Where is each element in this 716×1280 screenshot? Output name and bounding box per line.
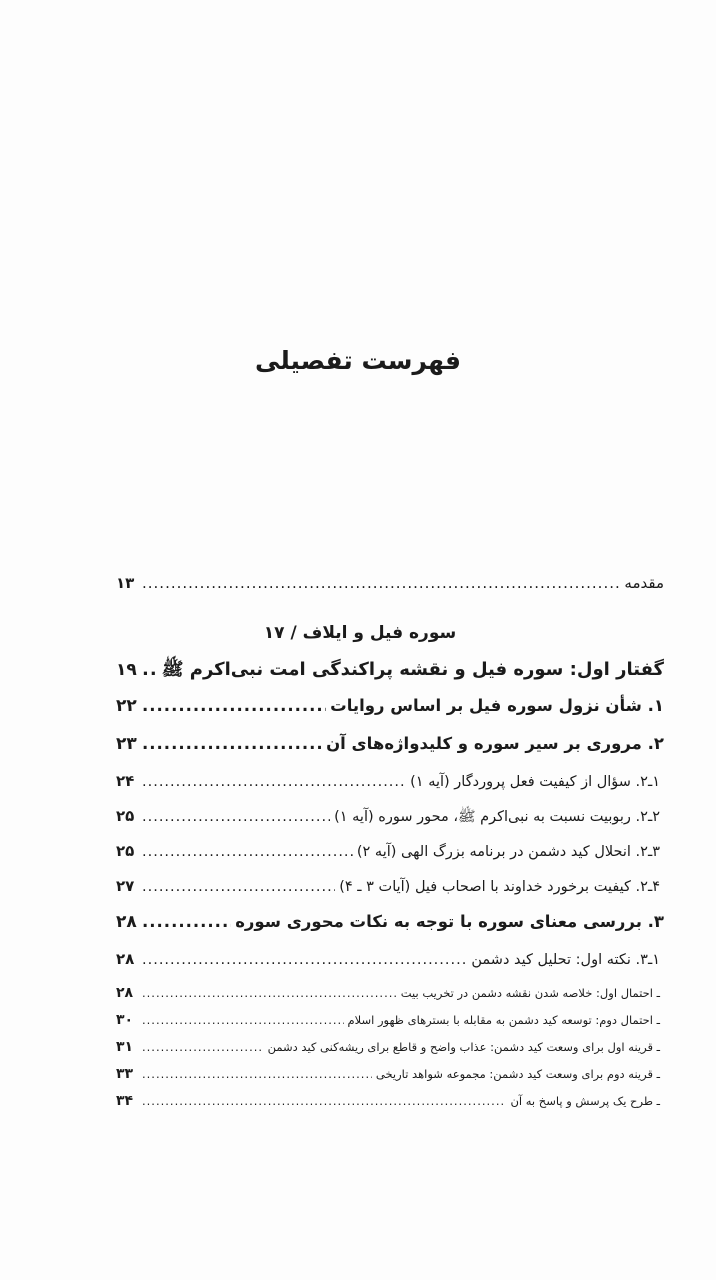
toc-page-number: ۳۱ [116,1039,134,1055]
toc-entry-text: ۱. شأن نزول سوره فیل بر اساس روایات [330,696,664,715]
toc-entry-text: ۳ـ۲. انحلال کید دشمن در برنامه بزرگ الهی (آیه ۲) [356,844,660,860]
toc-entry-text: ـ احتمال اول: خلاصه شدن نقشه دشمن در تخریب بیت [400,986,660,1000]
toc-leader-dots [142,1067,372,1081]
toc-page-number: ۳۴ [116,1093,134,1109]
toc-entry-text: ـ طرح یک پرسش و پاسخ به آن [510,1094,660,1108]
toc-part-heading: سوره فیل و ایلاف / ۱۷ [263,623,457,643]
toc-entry-subsection[interactable] [116,772,664,807]
toc-leader-dots [142,1013,344,1027]
toc-leader-dots [142,734,322,753]
toc-entry-text: ۲ـ۲. ربوبیت نسبت به نبی‌اکرم ﷺ، محور سوره (آیه ۱) [334,809,660,825]
toc-page-number: ۲۸ [116,950,135,968]
toc-entry-text: ۴ـ۲. کیفیت برخورد خداوند با اصحاب فیل (آیات ۳ ـ ۴) [339,879,660,895]
toc-page-number: ۱۳ [116,574,135,592]
toc-leader-dots [142,952,467,968]
toc-page-number: ۲۲ [116,696,137,716]
toc-leader-dots [142,696,326,715]
toc-entry-introduction[interactable] [116,574,664,608]
toc-entry-text: ۱ـ۳. نکته اول: تحلیل کید دشمن [471,952,660,968]
toc-page-number: ۲۳ [116,734,137,754]
toc-page-number: ۲۸ [116,912,137,932]
toc-leader-dots [142,809,330,825]
toc-entry-section[interactable] [116,696,664,734]
toc-page-number: ۳۰ [116,1012,134,1028]
toc-page-number: ۲۵ [116,807,135,825]
page-title: فهرست تفصیلی [255,346,461,375]
toc-leader-dots [142,912,231,931]
toc-entry-subsection[interactable] [116,950,664,985]
toc-entry-text: ۲. مروری بر سیر سوره و کلیدواژه‌های آن [326,734,664,753]
toc-page-number: ۲۴ [116,772,135,790]
toc-entry-item[interactable] [116,1093,664,1120]
toc-leader-dots [142,1094,506,1108]
toc-leader-dots [142,844,353,860]
toc-entry-section[interactable] [116,734,664,772]
toc-leader-dots [142,879,335,895]
toc-entry-subsection[interactable] [116,842,664,877]
toc-page-number: ۱۹ [116,660,137,680]
toc-entry-item[interactable] [116,985,664,1012]
toc-entry-text: ـ قرینه دوم برای وسعت کید دشمن: مجموعه شواهد تاریخی [375,1067,660,1081]
toc-entry-text: ۳. بررسی معنای سوره با توجه به نکات محوری سوره [235,912,664,931]
toc-entry-section[interactable] [116,912,664,950]
toc-entry-subsection[interactable] [116,877,664,912]
toc-entry-item[interactable] [116,1066,664,1093]
toc-entry-text: ـ قرینه اول برای وسعت کید دشمن: عذاب واضح و قاطع برای ریشه‌کنی کید دشمن [267,1040,660,1054]
toc-entry-text: ـ احتمال دوم: توسعه کید دشمن به مقابله با بسترهای ظهور اسلام [347,1013,660,1027]
toc-leader-dots [142,659,158,680]
toc-page-number: ۲۵ [116,842,135,860]
toc-entry-chapter[interactable] [116,658,664,696]
toc-leader-dots [142,986,397,1000]
toc-page-number: ۳۳ [116,1066,134,1082]
toc-entry-item[interactable] [116,1012,664,1039]
toc-entry-text: ۱ـ۲. سؤال از کیفیت فعل پروردگار (آیه ۱) [410,774,660,790]
table-of-contents [116,574,664,1120]
toc-entry-text: مقدمه [624,574,664,592]
toc-page-number: ۲۷ [116,877,135,895]
toc-leader-dots [142,574,620,592]
toc-page-number: ۲۸ [116,985,134,1001]
toc-entry-subsection[interactable] [116,807,664,842]
toc-leader-dots [142,1040,264,1054]
toc-entry-item[interactable] [116,1039,664,1066]
toc-leader-dots [142,774,406,790]
toc-entry-text: گفتار اول: سوره فیل و نقشه پراکندگی امت نبی‌اکرم ﷺ [161,659,664,680]
